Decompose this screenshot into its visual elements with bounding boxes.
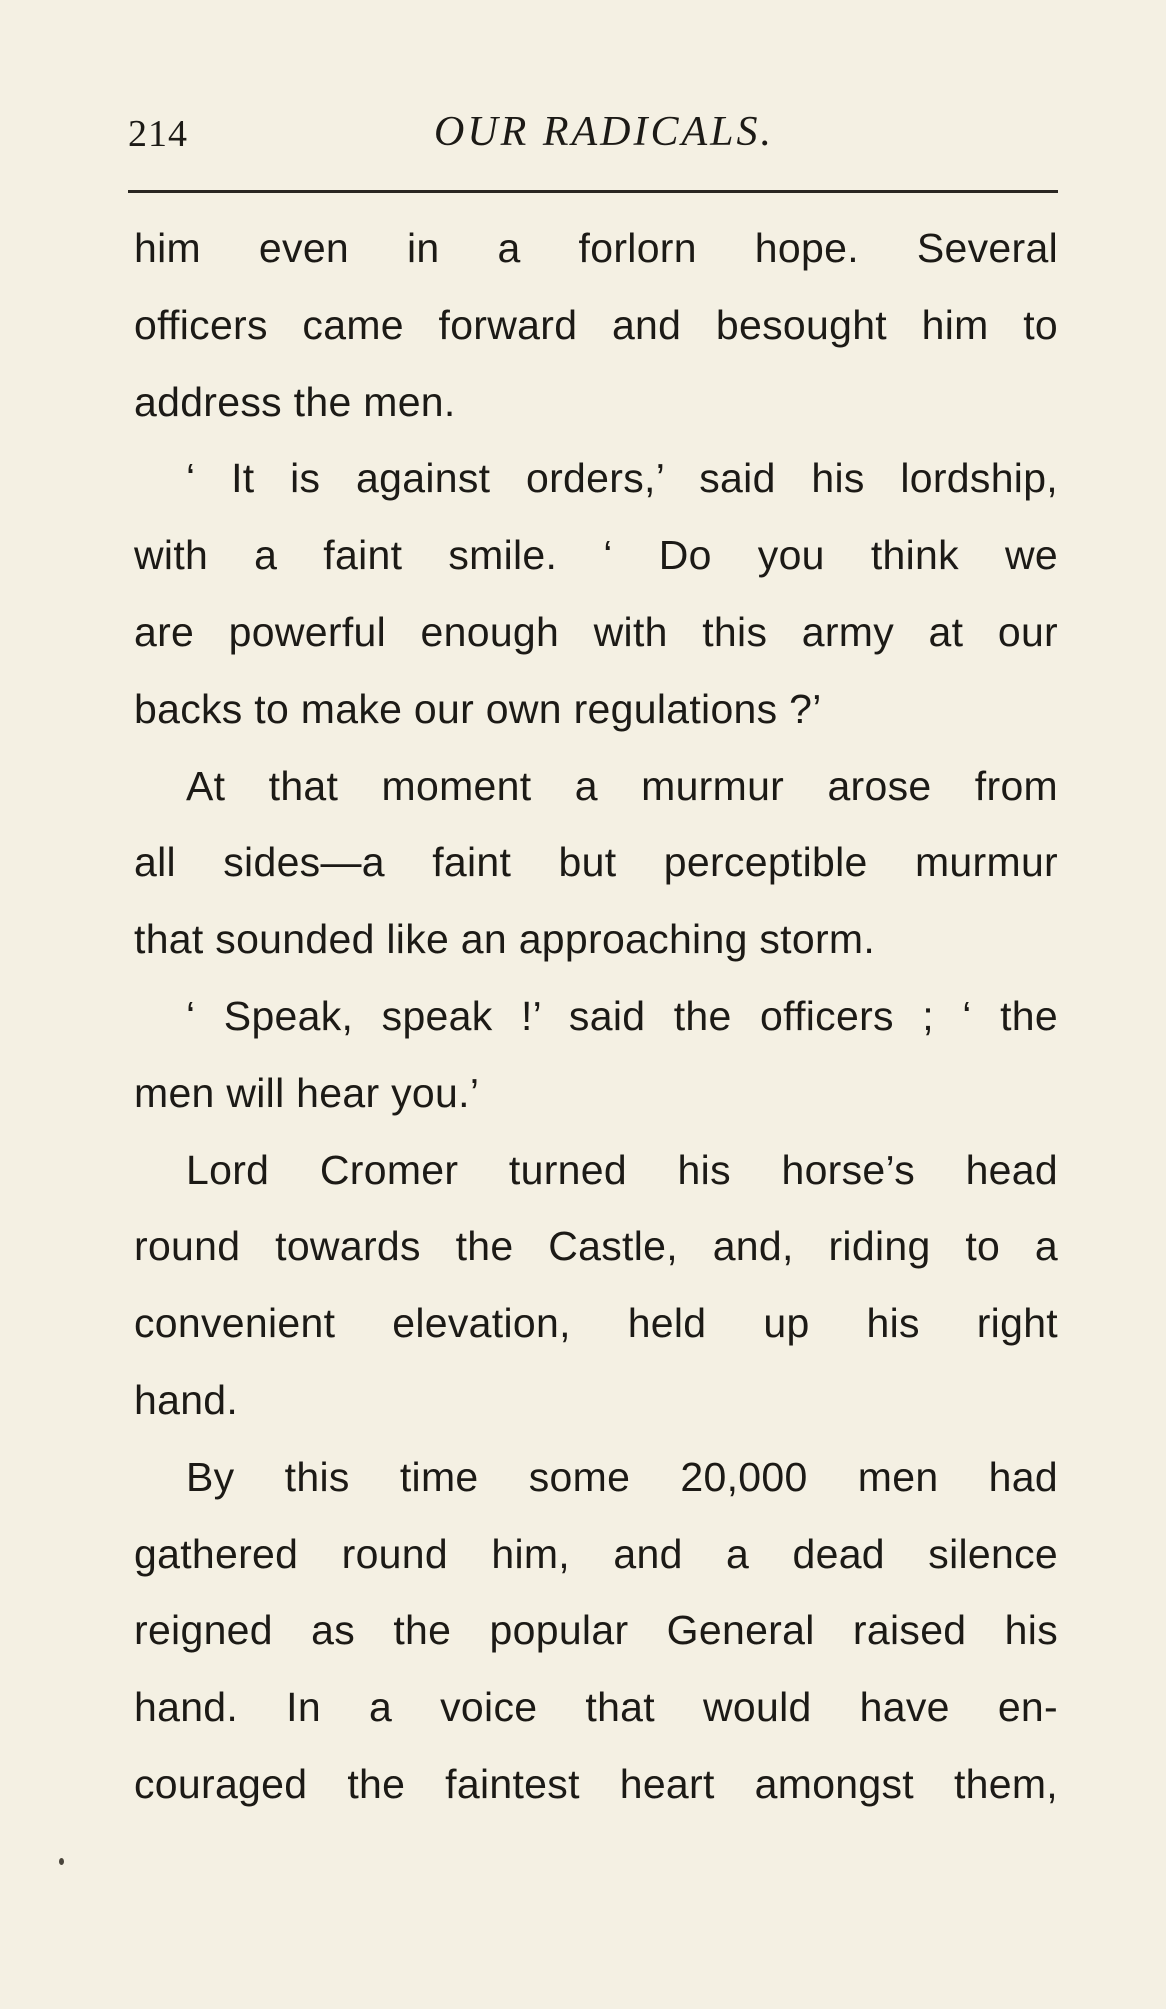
header-rule [128,190,1058,193]
text-line: with a faint smile. ‘ Do you think we [134,532,1058,579]
text-line: Lord Cromer turned his horse’s head [186,1146,1058,1193]
text-line: hand. In a voice that would have en- [134,1684,1058,1731]
text-line: At that moment a murmur arose from [186,762,1058,809]
page-number: 214 [128,113,188,155]
text-line: ‘ Speak, speak !’ said the officers ; ‘ the [186,992,1058,1039]
text-line: men will hear you.’ [134,1069,480,1116]
text-line: gathered round him, and a dead silence [134,1530,1058,1577]
text-line: officers came forward and besought him to [134,301,1058,348]
text-line: ‘ It is against orders,’ said his lordship, [186,455,1058,502]
text-line: address the men. [134,378,456,425]
text-line: all sides—a faint but perceptible murmur [134,839,1058,886]
page-header [128,108,1058,168]
text-line: him even in a forlorn hope. Several [134,225,1058,271]
text-line: are powerful enough with this army at our [134,608,1058,655]
paper-speck [59,1858,64,1865]
text-line: By this time some 20,000 men had [186,1453,1058,1500]
text-line: reigned as the popular General raised his [134,1607,1058,1654]
running-head: OUR RADICALS. [434,109,774,155]
text-line: couraged the faintest heart amongst them, [134,1760,1058,1807]
text-line: convenient elevation, held up his right [134,1300,1058,1347]
text-line: hand. [134,1376,239,1423]
text-line: round towards the Castle, and, riding to a [134,1223,1058,1270]
body-text [134,210,1058,1823]
text-line: that sounded like an approaching storm. [134,916,876,963]
text-line: backs to make our own regulations ?’ [134,685,822,732]
